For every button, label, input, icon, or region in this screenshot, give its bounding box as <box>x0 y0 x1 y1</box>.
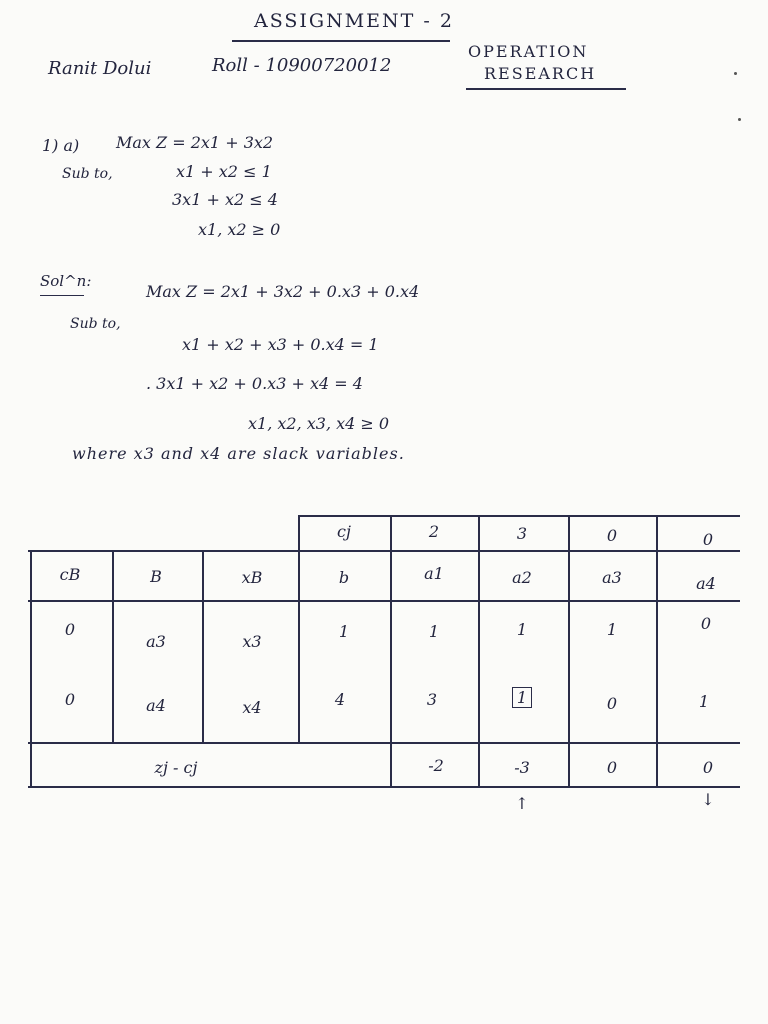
header-a3: a3 <box>602 568 622 587</box>
margin-mark <box>734 72 737 75</box>
zj-cj-label: zj - cj <box>154 758 198 777</box>
tableau-vline <box>390 515 392 786</box>
cj-value: 0 <box>606 526 618 545</box>
row1-xb: x3 <box>242 632 262 651</box>
row1-a4: 0 <box>700 614 712 633</box>
row2-basis: a4 <box>146 696 166 715</box>
header-a4: a4 <box>696 574 716 593</box>
zj-value: -3 <box>514 758 530 777</box>
subject-underline <box>466 88 626 90</box>
row2-cb: 0 <box>64 690 76 709</box>
row1-a2: 1 <box>516 620 528 639</box>
problem-number: 1) a) <box>42 136 80 155</box>
row2-xb: x4 <box>242 698 262 717</box>
tableau-hline-header-top <box>28 550 740 552</box>
row1-cb: 0 <box>64 620 76 639</box>
cj-value: 3 <box>516 524 528 543</box>
leaving-mark-icon: ↓ <box>701 790 715 809</box>
assignment-title: ASSIGNMENT - 2 <box>254 10 454 32</box>
pivot-element: 1 <box>512 687 532 708</box>
solution-objective: Max Z = 2x1 + 3x2 + 0.x3 + 0.x4 <box>146 282 420 301</box>
student-name: Ranit Dolui <box>48 58 152 79</box>
tableau-vline <box>478 515 480 786</box>
margin-mark <box>738 118 741 121</box>
solution-label: Sol^n: <box>40 272 92 290</box>
slack-note: where x3 and x4 are slack variables. <box>72 444 405 463</box>
row2-a2-pivot <box>492 688 552 707</box>
roll-number: Roll - 10900720012 <box>212 55 392 76</box>
row2-a3: 0 <box>606 694 618 713</box>
row1-basis: a3 <box>146 632 166 651</box>
tableau-vline <box>298 515 300 742</box>
zj-value: 0 <box>606 758 618 777</box>
problem-objective: Max Z = 2x1 + 3x2 <box>116 133 274 152</box>
solution-label-underline <box>40 295 84 296</box>
solution-constraint-3: x1, x2, x3, x4 ≥ 0 <box>248 414 390 433</box>
header-xb: xB <box>241 568 263 587</box>
solution-constraint-1: x1 + x2 + x3 + 0.x4 = 1 <box>182 335 379 354</box>
row2-b: 4 <box>334 690 346 709</box>
tableau-hline-top-cj <box>298 515 740 517</box>
header-b: b <box>338 568 350 587</box>
tableau-vline <box>202 550 204 742</box>
tableau-vline <box>112 550 114 742</box>
cj-value: 2 <box>428 522 440 541</box>
tableau-hline-zj-bottom <box>28 786 740 788</box>
tableau-hline-header-bottom <box>28 600 740 602</box>
cj-label: cj <box>337 522 351 541</box>
row2-a1: 3 <box>426 690 438 709</box>
zj-value: -2 <box>428 756 444 775</box>
problem-constraint-1: x1 + x2 ≤ 1 <box>176 162 272 181</box>
tableau-vline <box>656 515 658 786</box>
cj-value: 0 <box>702 530 714 549</box>
tableau-vline <box>30 550 32 786</box>
header-a2: a2 <box>512 568 532 587</box>
header-a1: a1 <box>424 564 444 583</box>
problem-subject-to: Sub to, <box>62 166 113 182</box>
header-basis: B <box>150 567 162 586</box>
row2-a4: 1 <box>698 692 710 711</box>
row1-a3: 1 <box>606 620 618 639</box>
subject-line-1: OPERATION <box>468 42 589 61</box>
row1-b: 1 <box>338 622 350 641</box>
entering-arrow-icon: ↑ <box>515 794 529 813</box>
tableau-hline-body-bottom <box>28 742 740 744</box>
zj-value: 0 <box>702 758 714 777</box>
subject-line-2: RESEARCH <box>484 64 597 83</box>
problem-constraint-3: x1, x2 ≥ 0 <box>198 220 281 239</box>
problem-constraint-2: 3x1 + x2 ≤ 4 <box>172 190 278 209</box>
tableau-vline <box>568 515 570 786</box>
row1-a1: 1 <box>428 622 440 641</box>
header-cb: cB <box>59 565 81 584</box>
solution-constraint-2: . 3x1 + x2 + 0.x3 + x4 = 4 <box>146 374 363 393</box>
title-underline <box>232 40 450 42</box>
solution-subject-to: Sub to, <box>70 316 121 332</box>
